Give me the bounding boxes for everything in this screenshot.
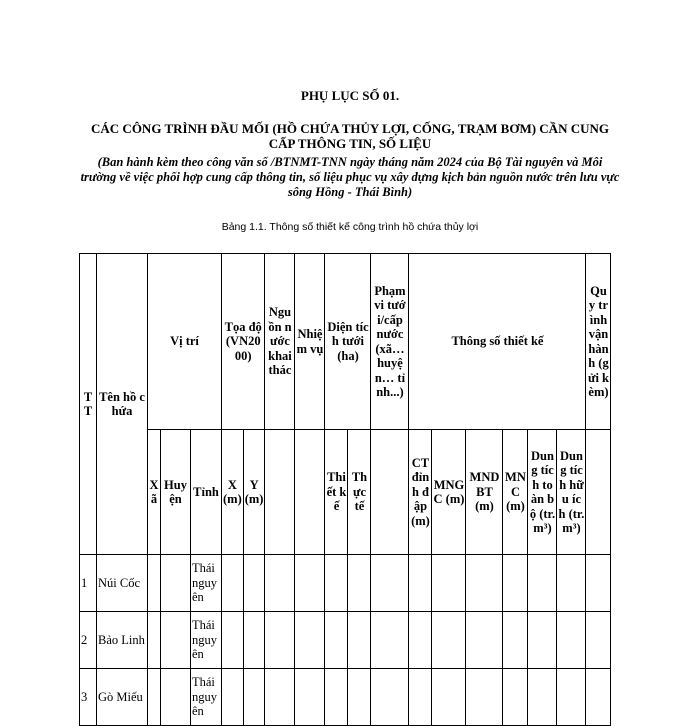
- subheader-design-area: Thiết kế: [325, 430, 348, 555]
- subheader-y: Y (m): [243, 430, 265, 555]
- subheader-commune: Xã: [148, 430, 161, 555]
- appendix-title: PHỤ LỤC SỐ 01.: [300, 88, 400, 103]
- header-duty: Nhiệm vụ: [295, 254, 325, 430]
- subheader-empty: [371, 430, 409, 555]
- row-province: Thái nguyên: [191, 555, 222, 612]
- subheader-district: Huyện: [161, 430, 191, 555]
- row-province: Thái nguyên: [191, 669, 222, 726]
- row-tt: 1: [80, 555, 97, 612]
- header-design-parameters: Thông số thiết kế: [409, 254, 586, 430]
- header-water-source: Nguồn nước khai thác: [265, 254, 295, 430]
- issuance-note: (Ban hành kèm theo công văn số /BTNMT-TNN ngày tháng năm 2024 của Bộ Tài nguyên và Môi trường về việc phối hợp cung cấp thông tin, số liệu phục vụ xây dựng kịch bản nguồn nước trên lưu vực sông Hồng - Thái Bình): [80, 155, 620, 199]
- subheader-province: Tỉnh: [191, 430, 222, 555]
- document-heading: CÁC CÔNG TRÌNH ĐẦU MỐI (HỒ CHỨA THỦY LỢI, CỐNG, TRẠM BƠM) CẦN CUNG CẤP THÔNG TIN, SỐ LIỆU: [91, 121, 609, 151]
- table-row: [80, 555, 611, 612]
- header-operating-procedure: Quy trình vận hành (gửi kèm): [586, 254, 611, 430]
- row-reservoir-name: Gò Miếu: [97, 669, 148, 726]
- reservoir-design-table: [79, 253, 611, 726]
- table-row: [80, 669, 611, 726]
- table-caption: Bảng 1.1. Thông số thiết kế công trình hồ chứa thủy lợi: [221, 221, 479, 233]
- subheader-dam-crest: CT đỉnh đập (m): [409, 430, 432, 555]
- table-row: [80, 612, 611, 669]
- header-tt: TT: [80, 254, 97, 555]
- subheader-empty: [265, 430, 295, 555]
- header-irrigated-area: Diện tích tưới (ha): [325, 254, 371, 430]
- subheader-mngc: MNGC (m): [432, 430, 466, 555]
- row-tt: 3: [80, 669, 97, 726]
- row-tt: 2: [80, 612, 97, 669]
- subheader-actual-area: Thực tế: [348, 430, 371, 555]
- subheader-empty: [586, 430, 611, 555]
- row-province: Thái nguyên: [191, 612, 222, 669]
- subheader-useful-volume: Dung tích hữu ích (tr. m³): [557, 430, 586, 555]
- header-reservoir-name: Tên hồ chứa: [97, 254, 148, 555]
- row-reservoir-name: Núi Cốc: [97, 555, 148, 612]
- subheader-mndbt: MNDBT (m): [466, 430, 503, 555]
- subheader-x: X (m): [222, 430, 244, 555]
- subheader-empty: [295, 430, 325, 555]
- subheader-mnc: MNC (m): [503, 430, 528, 555]
- header-coordinates: Tọa độ (VN2000): [222, 254, 265, 430]
- header-location: Vị trí: [148, 254, 222, 430]
- header-supply-scope: Phạm vi tưới/cấp nước (xã… huyện… tỉnh...): [371, 254, 409, 430]
- row-reservoir-name: Bảo Linh: [97, 612, 148, 669]
- subheader-total-volume: Dung tích toàn bộ (tr. m³): [528, 430, 557, 555]
